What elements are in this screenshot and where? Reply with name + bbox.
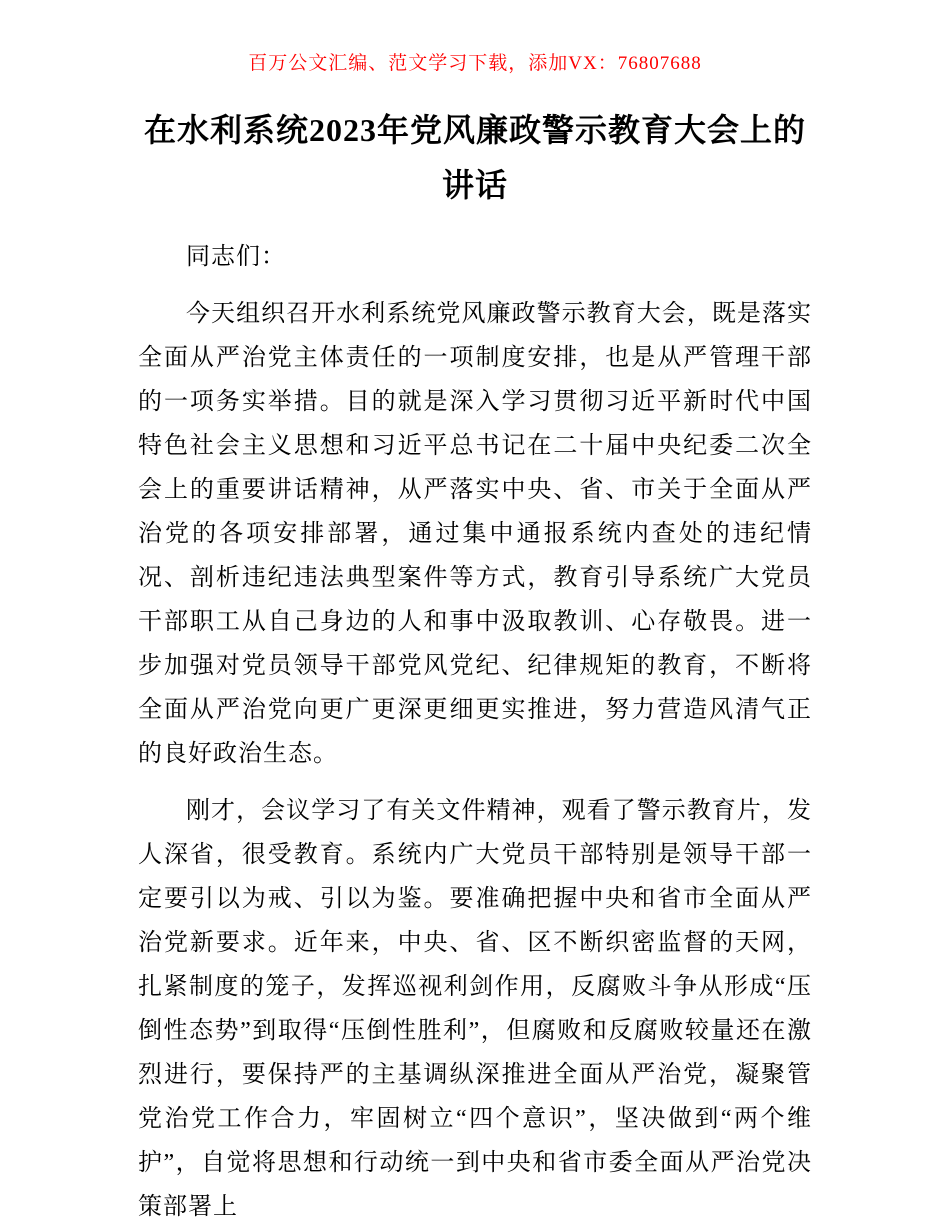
document-title: 在水利系统2023年党风廉政警示教育大会上的讲话 [143, 112, 806, 203]
document-body [0, 235, 950, 1229]
body-paragraph-2: 刚才，会议学习了有关文件精神，观看了警示教育片，发人深省，很受教育。系统内广大党员干部特别是领导干部一定要引以为戒、引以为鉴。要准确把握中央和省市全面从严治党新要求。近年来，中央、省、区不断织密监督的天网，扎紧制度的笼子，发挥巡视利剑作用，反腐败斗争从形成“压倒性态势”到取得“压倒性胜利”，但腐败和反腐败较量还在激烈进行，要保持严的主基调纵深推进全面从严治党，凝聚管党治党工作合力，牢固树立“四个意识”，坚决做到“两个维护”，自觉将思想和行动统一到中央和省市委全面从严治党决策部署上 [138, 798, 812, 1220]
salutation-paragraph: 同志们： [186, 244, 286, 270]
body-paragraph-1: 今天组织召开水利系统党风廉政警示教育大会，既是落实全面从严治党主体责任的一项制度安排，也是从严管理干部的一项务实举措。目的就是深入学习贯彻习近平新时代中国特色社会主义思想和习近平总书记在二十届中央纪委二次全会上的重要讲话精神，从严落实中央、省、市关于全面从严治党的各项安排部署，通过集中通报系统内查处的违纪情况、剖析违纪违法典型案件等方式，教育引导系统广大党员干部职工从自己身边的人和事中汲取教训、心存敬畏。进一步加强对党员领导干部党风党纪、纪律规矩的教育，不断将全面从严治党向更广更深更细更实推进，努力营造风清气正的良好政治生态。 [138, 301, 812, 767]
promo-banner: 百万公文汇编、范文学习下载，添加VX：76807688 [248, 53, 702, 74]
